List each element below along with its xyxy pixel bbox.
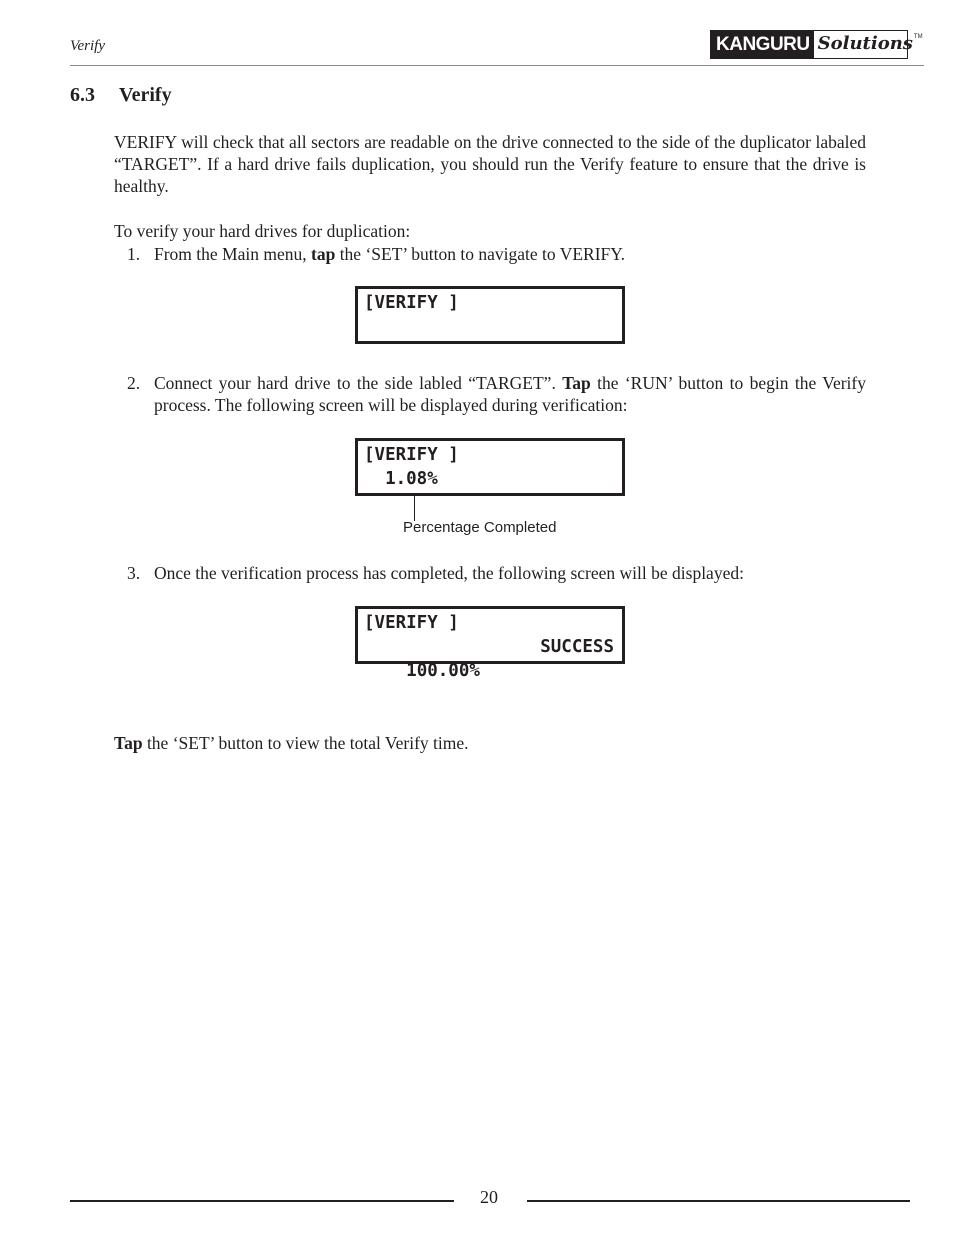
section-number: 6.3: [70, 84, 95, 106]
step-2-number: 2.: [127, 373, 141, 393]
step-1-number: 1.: [127, 244, 141, 264]
page-number: 20: [480, 1187, 498, 1207]
step-3-number: 3.: [127, 563, 141, 583]
lcd-line-1: [VERIFY ]: [364, 445, 459, 465]
lcd-screen-verify-menu: [355, 286, 625, 344]
lcd-line-1: [VERIFY ]: [364, 293, 459, 313]
lcd-percentage: 100.00%: [406, 661, 480, 681]
step-3-text: [154, 562, 866, 584]
step-2-bold: Tap: [562, 373, 591, 393]
closing-sentence: [114, 732, 866, 754]
callout-pointer-line: [414, 494, 415, 521]
callout-label: Percentage Completed: [403, 519, 557, 536]
step-3-pre: Once the verification process has completed, the following screen will be displayed:: [154, 563, 744, 583]
logo-brand: KANGURU: [711, 31, 814, 58]
logo-tagline: Solutions: [817, 33, 913, 54]
intro-paragraph: VERIFY will check that all sectors are readable on the drive connected to the side of the duplicator labaled “TARGET”. If a hard drive fails duplication, you should run the Verify feature to ensure that the drive is healthy.: [114, 132, 866, 196]
running-header-title: Verify: [70, 38, 105, 54]
footer-rule-right: [527, 1200, 910, 1202]
logo-trademark: TM: [913, 34, 923, 40]
lcd-line-1: [VERIFY ]: [364, 613, 459, 633]
footer-rule-left: [70, 1200, 454, 1202]
closing-text: the ‘SET’ button to view the total Verify time.: [142, 733, 469, 753]
step-2-post: the ‘RUN’ button to begin the Verify process. The following screen will be displayed during verification:: [154, 373, 866, 415]
lcd-screen-verify-progress: [355, 438, 625, 496]
step-2-text: [154, 372, 866, 416]
kanguru-logo: [710, 30, 923, 59]
closing-bold: Tap: [114, 733, 143, 753]
lcd-line-2: [364, 635, 622, 681]
header-divider: [70, 65, 924, 66]
step-1-bold: tap: [311, 244, 336, 264]
lcd-line-2: 1.08%: [364, 469, 438, 489]
step-1-text: [154, 243, 866, 265]
lead-sentence: To verify your hard drives for duplication:: [114, 221, 411, 241]
lcd-line-2: [364, 315, 622, 339]
section-heading: [70, 84, 172, 107]
lcd-screen-verify-success: [355, 606, 625, 681]
section-title: Verify: [119, 84, 172, 106]
step-1-pre: From the Main menu,: [154, 244, 311, 264]
step-1-post: the ‘SET’ button to navigate to VERIFY.: [335, 244, 626, 264]
step-2-pre: Connect your hard drive to the side labled “TARGET”.: [154, 373, 563, 393]
lcd-status: SUCCESS: [540, 637, 614, 657]
